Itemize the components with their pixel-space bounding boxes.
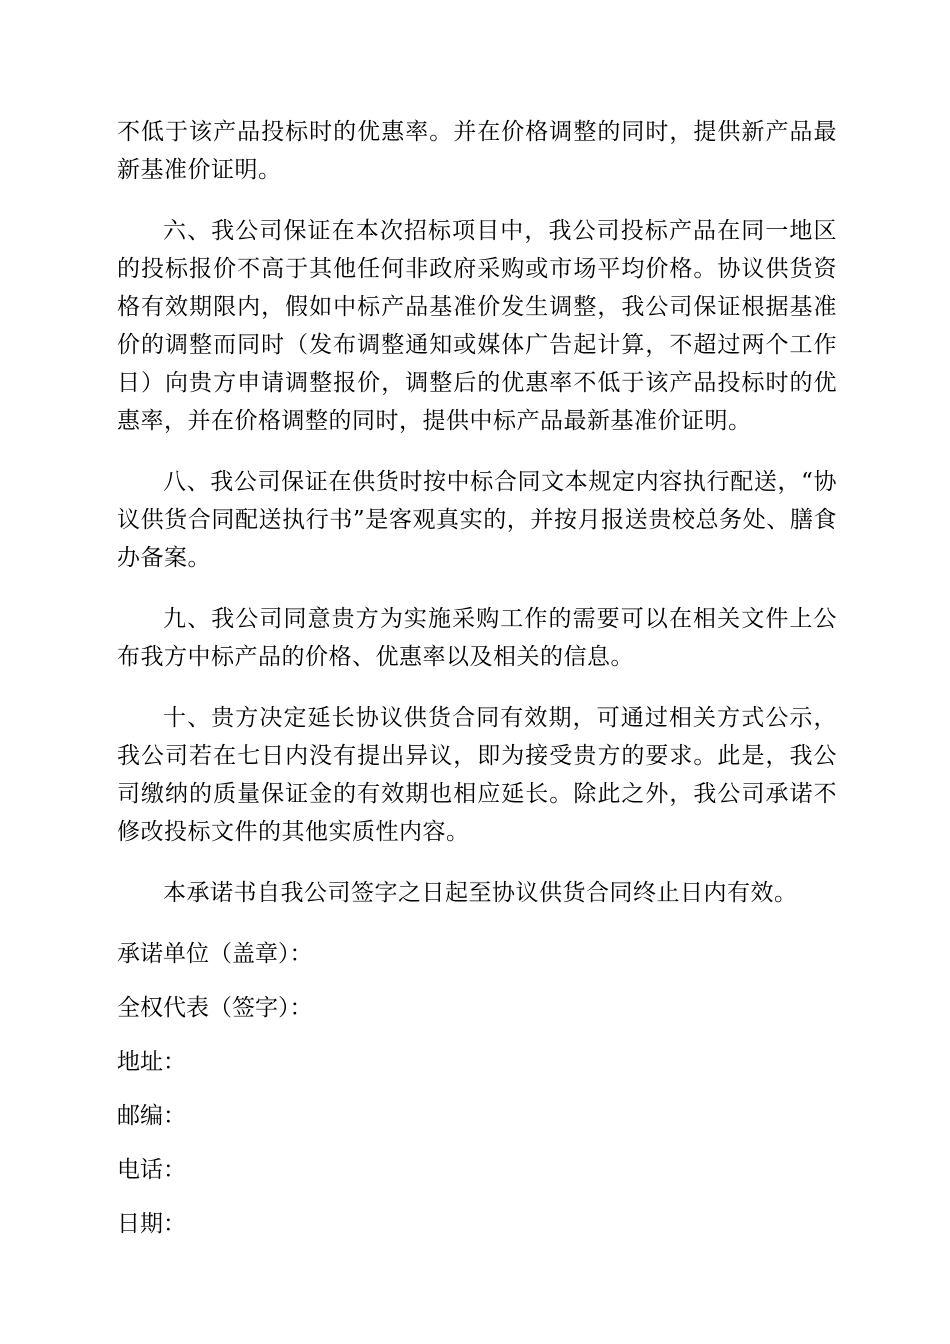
paragraph-validity: 本承诺书自我公司签字之日起至协议供货合同终止日内有效。 [163,880,798,906]
signature-address-label: 地址： [117,1049,186,1075]
signature-block [117,935,837,1243]
paragraph-clause-eight: 八、我公司保证在供货时按中标合同文本规定内容执行配送，“协议供货合同配送执行书”是客观真实的，并按月报送贵校总务处、膳食办备案。 [117,469,837,571]
paragraph-clause-nine: 九、我公司同意贵方为实施采购工作的需要可以在相关文件上公布我方中标产品的价格、优惠率以及相关的信息。 [117,606,837,670]
signature-representative-label: 全权代表（签字）： [117,995,313,1021]
paragraph-clause-six: 六、我公司保证在本次招标项目中，我公司投标产品在同一地区的投标报价不高于其他任何非政府采购或市场平均价格。协议供货资格有效期限内，假如中标产品基准价发生调整，我公司保证根据基准价的调整而同时（发布调整通知或媒体广告起计算，不超过两个工作日）向贵方申请调整报价，调整后的优惠率不低于该产品投标时的优惠率，并在价格调整的同时，提供中标产品最新基准价证明。 [117,218,837,434]
signature-postcode-label: 邮编： [117,1103,186,1129]
paragraph-clause-ten: 十、贵方决定延长协议供货合同有效期，可通过相关方式公示，我公司若在七日内没有提出异议，即为接受贵方的要求。此是，我公司缴纳的质量保证金的有效期也相应延长。除此之外，我公司承诺不修改投标文件的其他实质性内容。 [117,705,837,845]
paragraph-price-adjustment-continued: 不低于该产品投标时的优惠率。并在价格调整的同时，提供新产品最新基准价证明。 [117,119,837,183]
signature-unit-label: 承诺单位（盖章）： [117,941,313,967]
signature-phone-label: 电话： [117,1157,186,1183]
document-body [117,113,837,1259]
signature-date-label: 日期： [117,1211,186,1237]
